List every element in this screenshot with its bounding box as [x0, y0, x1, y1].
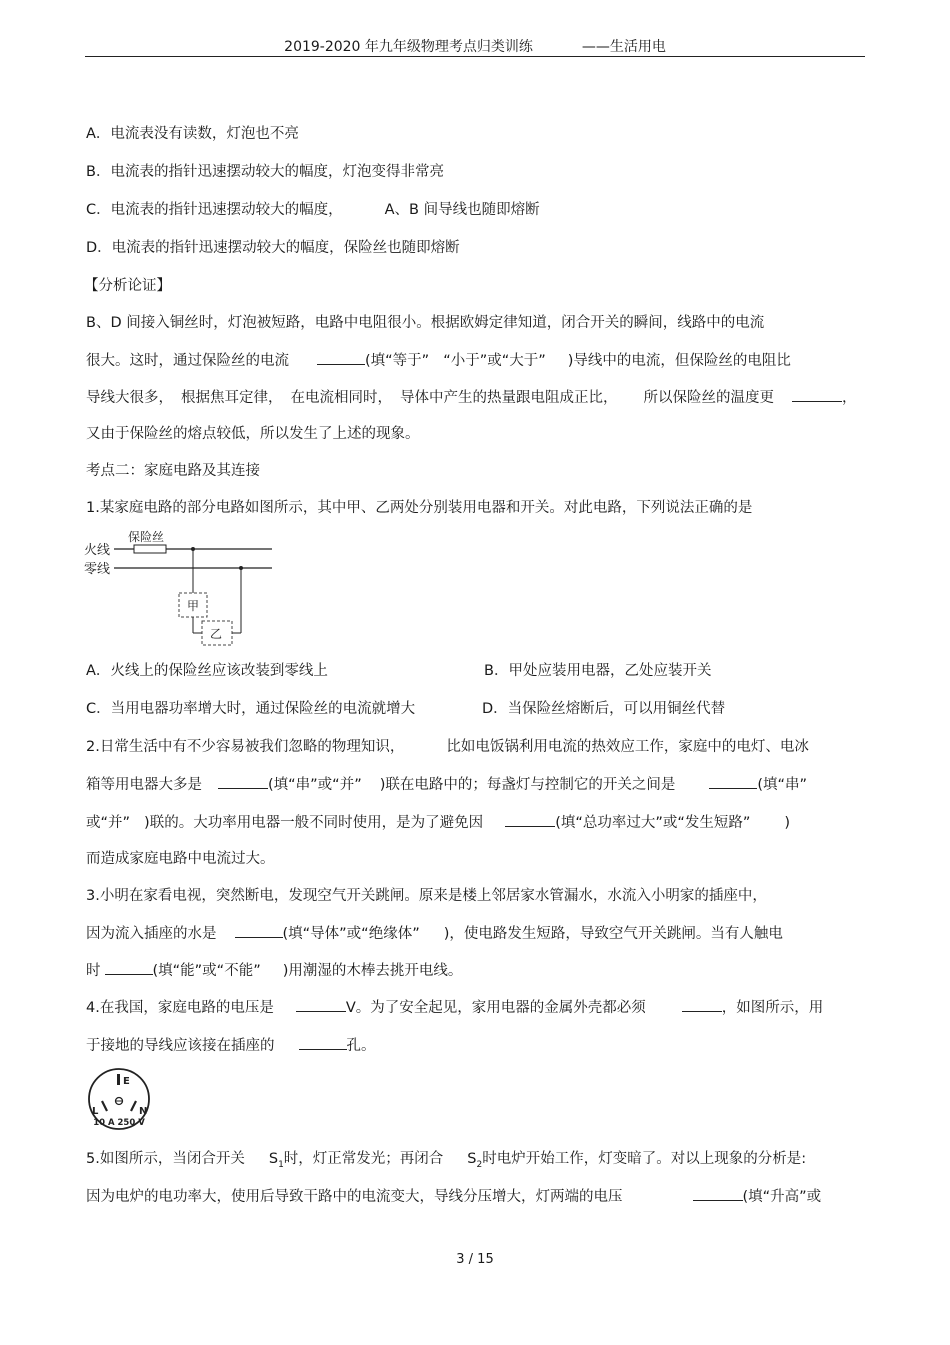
- text: 时电炉开始工作，灯变暗了。对以上现象的分析是:: [482, 1151, 807, 1167]
- q2-line-2: [86, 774, 807, 795]
- text: ，如图所示，用: [721, 1000, 824, 1016]
- analysis-line-4: 又由于保险丝的熔点较低，所以发生了上述的现象。: [86, 426, 420, 442]
- text: 很大。这时，通过保险丝的电流: [86, 353, 289, 369]
- text: 或“并”: [86, 815, 131, 831]
- text: 2.日常生活中有不少容易被我们忽略的物理知识，: [86, 739, 405, 755]
- analysis-heading: 【分析论证】: [84, 278, 171, 294]
- q3-line-1: 3.小明在家看电视，突然断电，发现空气开关跳闸。原来是楼上邻居家水管漏水，水流入小明家的插座中，: [86, 888, 767, 904]
- text: (填“串”: [757, 777, 808, 793]
- text: 比如电饭锅利用电流的热效应工作，家庭中的电灯、电冰: [446, 739, 809, 755]
- text: 导线大很多，: [86, 390, 173, 406]
- socket-label-e: E: [123, 1076, 130, 1087]
- text: ): [784, 815, 791, 831]
- answer-blank[interactable]: [235, 923, 283, 938]
- text: 5.如图所示，当闭合开关: [86, 1151, 245, 1167]
- socket-rating: 10 A 250 V: [93, 1118, 145, 1128]
- q3-line-3: [86, 960, 462, 981]
- neutral-wire-label: 零线: [84, 562, 111, 577]
- text: )联在电路中的；每盏灯与控制它的开关之间是: [379, 777, 676, 793]
- q3-line-2: [86, 923, 783, 944]
- socket-label-l: L: [92, 1106, 99, 1117]
- text: 时: [86, 963, 101, 979]
- answer-blank[interactable]: [682, 997, 722, 1012]
- text: 4.在我国，家庭电路的电压是: [86, 1000, 274, 1016]
- q4-line-1: [86, 997, 823, 1018]
- answer-blank[interactable]: [505, 812, 555, 827]
- text: )用潮湿的木棒去挑开电线。: [282, 963, 463, 979]
- text: )联的。大功率用电器一般不同时使用，是为了避免因: [144, 815, 484, 831]
- option-d: D．电流表的指针迅速摆动较大的幅度，保险丝也随即熔断: [86, 240, 460, 256]
- header-subtitle: ——生活用电: [581, 39, 666, 55]
- answer-blank[interactable]: [709, 774, 757, 789]
- text: (填“导体”或“绝缘体”: [282, 926, 420, 942]
- header-title: 2019-2020 年九年级物理考点归类训练: [284, 39, 533, 55]
- q1-option-b: B．甲处应装用电器，乙处应装开关: [484, 663, 712, 679]
- text: 于接地的导线应该接在插座的: [86, 1038, 275, 1054]
- q2-line-4: 而造成家庭电路中电流过大。: [86, 851, 275, 867]
- socket-hole-e: [117, 1074, 120, 1085]
- text: 箱等用电器大多是: [86, 777, 202, 793]
- box-yi-label: 乙: [210, 627, 223, 641]
- text: 导体中产生的热量跟电阻成正比，: [400, 390, 618, 406]
- fuse-label: 保险丝: [128, 530, 165, 544]
- analysis-line-2: [86, 350, 791, 371]
- text: 根据焦耳定律，: [181, 390, 283, 406]
- text: (填“等于”: [365, 353, 430, 369]
- switch-s2: S: [467, 1151, 477, 1167]
- switch-s1: S: [268, 1151, 279, 1167]
- option-c: [86, 200, 540, 220]
- q2-line-3: [86, 812, 790, 833]
- analysis-line-3: [86, 387, 857, 408]
- section-title: 考点二：家庭电路及其连接: [86, 463, 260, 479]
- q5-line-1: [86, 1149, 806, 1175]
- text: 孔。: [346, 1038, 376, 1054]
- switch-s2-subscript: 2: [476, 1159, 483, 1170]
- text: )导线中的电流，但保险丝的电阻比: [567, 353, 791, 369]
- q1-option-a: A．火线上的保险丝应该改装到零线上: [86, 663, 328, 679]
- text: V。为了安全起见，家用电器的金属外壳都必须: [345, 1000, 646, 1016]
- text: (填“串”或“并”: [268, 777, 362, 793]
- answer-blank[interactable]: [693, 1186, 743, 1201]
- live-wire-label: 火线: [84, 543, 111, 558]
- text: “小于”或“大于”: [443, 353, 546, 369]
- q2-line-1: [86, 737, 809, 757]
- answer-blank[interactable]: [317, 350, 365, 365]
- q1-stem: 1.某家庭电路的部分电路如图所示，其中甲、乙两处分别装用电器和开关。对此电路，下列说法正确的是: [86, 500, 753, 516]
- option-c-part2: A、B 间导线也随即熔断: [384, 202, 540, 218]
- header-rule: [85, 56, 865, 57]
- q5-line-2: [86, 1186, 821, 1207]
- text: 所以保险丝的温度更: [643, 390, 774, 406]
- text: 因为流入插座的水是: [86, 926, 217, 942]
- three-pin-socket-figure: [84, 1067, 156, 1131]
- option-c-part1: C．电流表的指针迅速摆动较大的幅度，: [86, 202, 343, 218]
- box-jia-label: 甲: [187, 599, 200, 613]
- text: 因为电炉的电功率大，使用后导致干路中的电流变大，导线分压增大，灯两端的电压: [86, 1189, 623, 1205]
- text: ，: [842, 390, 857, 406]
- answer-blank[interactable]: [296, 997, 346, 1012]
- socket-label-n: N: [139, 1106, 148, 1117]
- page-number: 3 / 15: [456, 1252, 494, 1267]
- answer-blank[interactable]: [218, 774, 268, 789]
- answer-blank[interactable]: [299, 1035, 347, 1050]
- text: (填“升高”或: [742, 1189, 822, 1205]
- page-header: [0, 36, 950, 56]
- answer-blank[interactable]: [105, 960, 153, 975]
- option-a: A．电流表没有读数，灯泡也不亮: [86, 126, 299, 142]
- switch-s1-subscript: 1: [278, 1159, 284, 1170]
- q1-option-d: D．当保险丝熔断后，可以用铜丝代替: [482, 701, 726, 717]
- text: (填“总功率过大”或“发生短路”: [555, 815, 751, 831]
- text: (填“能”或“不能”: [152, 963, 261, 979]
- option-b: B．电流表的指针迅速摆动较大的幅度，灯泡变得非常亮: [86, 164, 444, 180]
- answer-blank[interactable]: [792, 387, 842, 402]
- household-circuit-diagram: [84, 527, 284, 652]
- fuse-symbol: [134, 545, 166, 553]
- q1-option-c: C．当用电器功率增大时，通过保险丝的电流就增大: [86, 701, 416, 717]
- text: )，使电路发生短路，导致空气开关跳闸。当有人触电: [443, 926, 783, 942]
- q4-line-2: [86, 1035, 376, 1056]
- text: 时，灯正常发光；再闭合: [283, 1151, 444, 1167]
- analysis-line-1: B、D 间接入铜丝时，灯泡被短路，电路中电阻很小。根据欧姆定律知道，闭合开关的瞬间，线路中的电流: [86, 315, 765, 331]
- text: 在电流相同时，: [290, 390, 392, 406]
